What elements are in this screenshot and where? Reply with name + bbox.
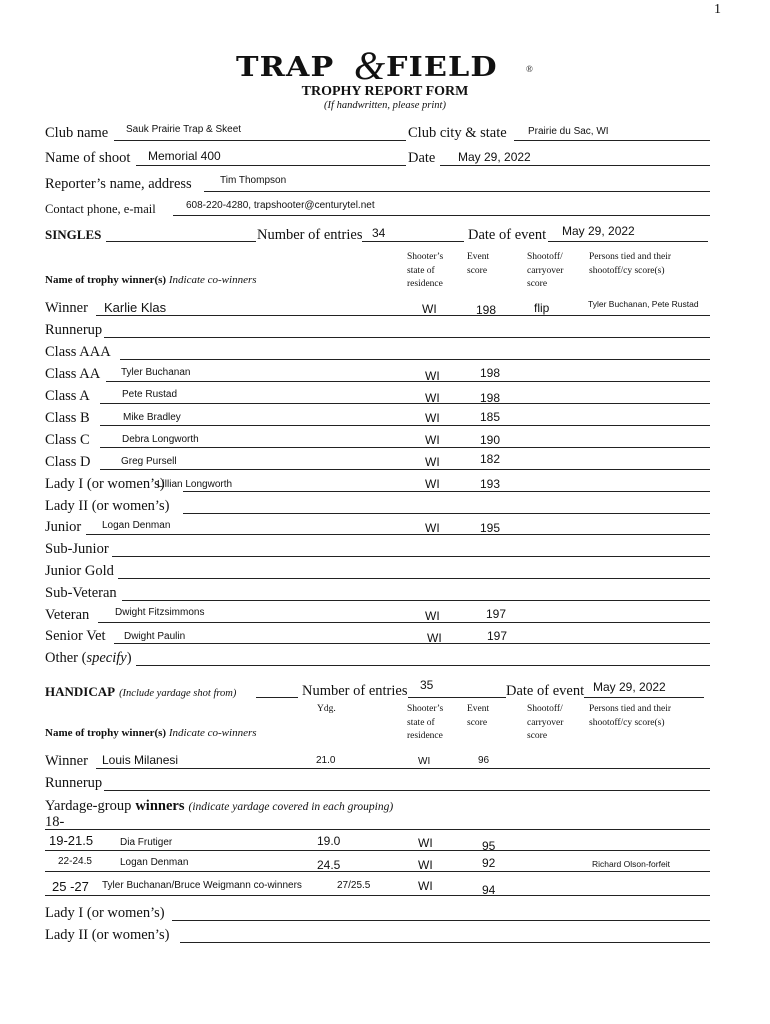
form-subtitle: (If handwritten, please print)	[324, 100, 446, 111]
singles-date-line	[548, 241, 708, 242]
row-name[interactable]: Louis Milanesi	[102, 753, 179, 767]
row-name[interactable]: Greg Pursell	[121, 456, 177, 467]
shoot-name-label: Name of shoot	[45, 150, 131, 166]
row-label: Class B	[45, 410, 90, 426]
form-title: TROPHY REPORT FORM	[301, 84, 469, 99]
row-line	[98, 622, 710, 623]
singles-entries-label: Number of entries	[257, 227, 363, 243]
club-city-line	[514, 140, 710, 141]
row-score[interactable]: 197	[487, 629, 508, 643]
row-line	[100, 425, 710, 426]
row-label: Winner	[45, 753, 88, 769]
row-name[interactable]: Tyler Buchanan	[121, 367, 191, 378]
date-line	[440, 165, 710, 166]
row-state[interactable]: WI	[425, 455, 440, 469]
row-label: Junior Gold	[45, 563, 114, 579]
row-score[interactable]: 198	[480, 366, 501, 380]
handicap-date-line	[584, 697, 704, 698]
page-number: 1	[714, 2, 721, 17]
date-label: Date	[408, 150, 436, 166]
row-line	[100, 447, 710, 448]
col-score-header: Event score	[467, 252, 490, 276]
row-line	[104, 337, 710, 338]
row-range[interactable]: 19-21.5	[49, 833, 94, 848]
row-state[interactable]: WI	[418, 836, 433, 850]
row-state[interactable]: WI	[418, 879, 433, 893]
row-name[interactable]: Dwight Paulin	[124, 631, 186, 642]
handicap-blank-line	[256, 697, 298, 698]
row-score[interactable]: 198	[480, 391, 501, 405]
row-score[interactable]: 96	[478, 755, 490, 766]
row-label: Lady II (or women’s)	[45, 498, 170, 514]
row-name[interactable]: Tyler Buchanan/Bruce Weigmann co-winners	[102, 880, 302, 891]
col-shootoff-header: Shootoff/ carryover score	[527, 252, 564, 289]
singles-date-value[interactable]: May 29, 2022	[562, 224, 635, 238]
row-state[interactable]: WI	[425, 521, 440, 535]
row-score[interactable]: 193	[480, 477, 501, 491]
trap-field-logo	[236, 43, 536, 88]
row-score[interactable]: 92	[482, 856, 496, 870]
club-name-line	[114, 140, 406, 141]
col-tied-header: Persons tied and their shootoff/cy score(s)	[589, 252, 672, 276]
shoot-name-value[interactable]: Memorial 400	[148, 149, 221, 163]
row-range[interactable]: 22-24.5	[58, 856, 92, 867]
row-name[interactable]: Dia Frutiger	[120, 837, 173, 848]
row-label: Senior Vet	[45, 628, 106, 644]
club-name-label: Club name	[45, 125, 109, 141]
row-tied[interactable]: Richard Olson-forfeit	[592, 859, 670, 869]
row-yardage[interactable]: 21.0	[316, 755, 336, 766]
singles-date-label: Date of event	[468, 227, 547, 243]
handicap-date-value[interactable]: May 29, 2022	[593, 680, 666, 694]
row-score[interactable]: 182	[480, 452, 501, 466]
row-line	[100, 403, 710, 404]
row-line	[112, 556, 710, 557]
row-yardage[interactable]: 27/25.5	[337, 880, 371, 891]
club-city-label: Club city & state	[408, 125, 507, 141]
row-name[interactable]: Karlie Klas	[104, 300, 167, 315]
row-state[interactable]: WI	[418, 858, 433, 872]
handicap-entries-value[interactable]: 35	[420, 678, 434, 692]
group-18-line	[45, 829, 710, 830]
row-line	[106, 381, 710, 382]
row-state[interactable]: WI	[425, 411, 440, 425]
row-name[interactable]: Lillian Longworth	[157, 479, 233, 490]
row-label-other: Other (specify)	[45, 650, 132, 666]
row-range[interactable]: 25 -27	[52, 879, 89, 894]
handicap-entries-label: Number of entries	[302, 683, 408, 699]
singles-heading: SINGLES	[45, 227, 102, 242]
row-line	[96, 315, 710, 316]
shoot-name-line	[136, 165, 406, 166]
row-state[interactable]: WI	[427, 631, 442, 645]
row-name[interactable]: Logan Denman	[120, 857, 189, 868]
row-yardage[interactable]: 24.5	[317, 858, 341, 872]
club-name-value[interactable]: Sauk Prairie Trap & Skeet	[126, 124, 242, 135]
row-line	[122, 600, 710, 601]
row-score[interactable]: 95	[482, 839, 496, 853]
row-line	[100, 469, 710, 470]
row-state[interactable]: WI	[425, 391, 440, 405]
row-line	[45, 895, 710, 896]
singles-entries-line	[362, 241, 464, 242]
row-label: Winner	[45, 300, 88, 316]
row-score[interactable]: 197	[486, 607, 507, 621]
row-line	[86, 534, 710, 535]
row-label: Runnerup	[45, 775, 103, 791]
contact-label: Contact phone, e-mail	[45, 202, 156, 216]
row-shootoff[interactable]: flip	[534, 301, 550, 315]
row-score[interactable]: 190	[480, 433, 501, 447]
contact-value[interactable]: 608-220-4280, trapshooter@centurytel.net	[186, 200, 375, 211]
row-label: Lady II (or women’s)	[45, 927, 170, 943]
row-label: Class AA	[45, 366, 101, 382]
row-label: Lady I (or women’s)	[45, 476, 165, 492]
date-value[interactable]: May 29, 2022	[458, 150, 531, 164]
row-line	[183, 491, 710, 492]
logo-ampersand: &	[354, 43, 386, 88]
logo-field: FIELD	[386, 52, 498, 83]
row-state[interactable]: WI	[418, 756, 431, 767]
row-name[interactable]: Logan Denman	[102, 520, 171, 531]
handicap-entries-line	[408, 697, 506, 698]
row-label: Lady I (or women’s)	[45, 905, 165, 921]
row-name[interactable]: Debra Longworth	[122, 434, 199, 445]
row-score[interactable]: 198	[476, 303, 497, 317]
row-score[interactable]: 94	[482, 883, 496, 897]
row-state[interactable]: WI	[425, 609, 440, 623]
hcap-col-tied-header: Persons tied and their shootoff/cy score(s)	[589, 704, 672, 728]
reporter-line	[204, 191, 710, 192]
handicap-date-label: Date of event	[506, 683, 585, 699]
col-ydg-header: Ydg.	[317, 704, 336, 714]
hcap-col-score-header: Event score	[467, 704, 490, 728]
row-state[interactable]: WI	[425, 433, 440, 447]
reporter-value[interactable]: Tim Thompson	[220, 175, 287, 186]
row-line	[114, 643, 710, 644]
row-line	[104, 790, 710, 791]
row-line	[120, 359, 710, 360]
row-label: Sub-Veteran	[45, 585, 117, 601]
row-name[interactable]: Dwight Fitzsimmons	[115, 607, 205, 618]
row-name[interactable]: Mike Bradley	[123, 412, 181, 423]
row-label: Class AAA	[45, 344, 111, 360]
contact-line	[173, 215, 710, 216]
row-yardage[interactable]: 19.0	[317, 834, 341, 848]
row-label: Class D	[45, 454, 91, 470]
handicap-heading: HANDICAP (Include yardage shot from)	[45, 684, 237, 699]
row-line	[172, 920, 710, 921]
row-state[interactable]: WI	[422, 302, 437, 316]
group-18-label: 18-	[45, 814, 65, 830]
hcap-col-shootoff-header: Shootoff/ carryover score	[527, 704, 564, 741]
row-state[interactable]: WI	[425, 477, 440, 491]
row-name[interactable]: Pete Rustad	[122, 389, 178, 400]
row-label: Junior	[45, 519, 82, 535]
row-score[interactable]: 195	[480, 521, 501, 535]
row-label: Sub-Junior	[45, 541, 109, 557]
row-tied[interactable]: Tyler Buchanan, Pete Rustad	[588, 299, 699, 309]
logo-trap: TRAP	[236, 52, 335, 83]
row-line	[183, 513, 710, 514]
col-state-header: Shooter’s state of residence	[407, 252, 444, 289]
singles-blank-line	[106, 241, 256, 242]
row-label: Veteran	[45, 607, 90, 623]
row-line	[45, 871, 710, 872]
row-label: Runnerup	[45, 322, 103, 338]
row-state[interactable]: WI	[425, 369, 440, 383]
hcap-winners-header: Name of trophy winner(s) Indicate co-winners	[45, 727, 257, 739]
row-score[interactable]: 185	[480, 410, 501, 424]
yardage-group-heading: Yardage-group winners (indicate yardage covered in each grouping)	[45, 798, 394, 814]
row-line	[45, 850, 710, 851]
row-line	[96, 768, 710, 769]
row-line	[118, 578, 710, 579]
row-line	[136, 665, 710, 666]
hcap-col-state-header: Shooter’s state of residence	[407, 704, 444, 741]
winners-header: Name of trophy winner(s) Indicate co-winners	[45, 274, 257, 286]
row-label: Class A	[45, 388, 90, 404]
singles-entries-value[interactable]: 34	[372, 226, 386, 240]
row-label: Class C	[45, 432, 90, 448]
logo-registered: ®	[526, 64, 533, 74]
reporter-label: Reporter’s name, address	[45, 176, 192, 192]
club-city-value[interactable]: Prairie du Sac, WI	[528, 126, 609, 137]
row-line	[180, 942, 710, 943]
